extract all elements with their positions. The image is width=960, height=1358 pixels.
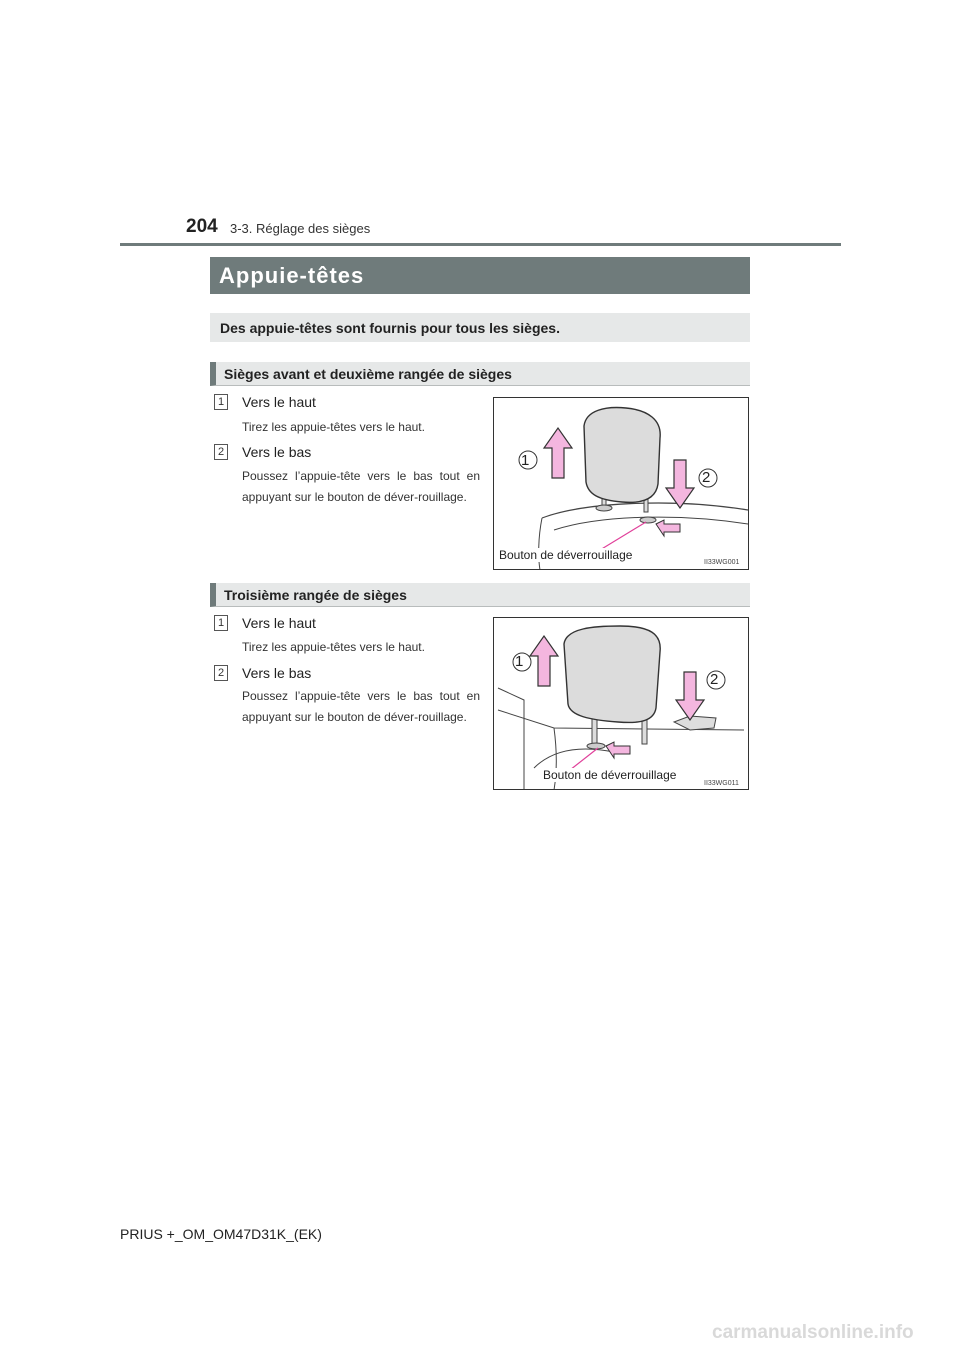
item-desc-down: Poussez l’appuie-tête vers le bas tout en appuyant sur le bouton de déver-rouillage.: [242, 469, 480, 504]
callout-1: 1: [521, 452, 530, 469]
item-number-2: 2: [214, 665, 228, 681]
item-title-down: Vers le bas: [242, 444, 312, 460]
page-number: 204: [186, 216, 218, 237]
release-button-label: Bouton de déverrouillage: [499, 548, 633, 562]
item-title-down: Vers le bas: [242, 665, 312, 681]
item-title-up: Vers le haut: [242, 615, 316, 631]
callout-2: 2: [710, 671, 719, 688]
headrest-illustration-third-row: [494, 618, 749, 790]
headrest-illustration-front: [494, 398, 749, 570]
headrest-figure-front: [493, 397, 749, 570]
section-reference: 3-3. Réglage des sièges: [230, 221, 371, 236]
item-desc-up: Tirez les appuie-têtes vers le haut.: [242, 420, 425, 434]
page-title: Appuie-têtes: [210, 257, 750, 294]
figure-code: II33WG011: [704, 780, 739, 787]
callout-2: 2: [702, 469, 711, 486]
callout-1: 1: [515, 653, 524, 670]
intro-text: Des appuie-têtes sont fournis pour tous les sièges.: [210, 313, 750, 342]
item-number-1: 1: [214, 615, 228, 631]
item-title-up: Vers le haut: [242, 394, 316, 410]
section-heading-front: Sièges avant et deuxième rangée de sièges: [210, 362, 750, 386]
item-number-2: 2: [214, 444, 228, 460]
document-footer: PRIUS +_OM_OM47D31K_(EK): [120, 1226, 322, 1242]
item-desc-down: Poussez l’appuie-tête vers le bas tout en appuyant sur le bouton de déver-rouillage.: [242, 689, 480, 724]
item-desc-up: Tirez les appuie-têtes vers le haut.: [242, 640, 425, 654]
release-button-label: Bouton de déverrouillage: [543, 768, 677, 782]
item-number-1: 1: [214, 394, 228, 410]
headrest-figure-third-row: [493, 617, 749, 790]
watermark: carmanualsonline.info: [712, 1322, 914, 1343]
figure-code: II33WG001: [704, 559, 740, 566]
section-heading-third-row: Troisième rangée de sièges: [210, 583, 750, 607]
header-rule: [120, 243, 841, 246]
